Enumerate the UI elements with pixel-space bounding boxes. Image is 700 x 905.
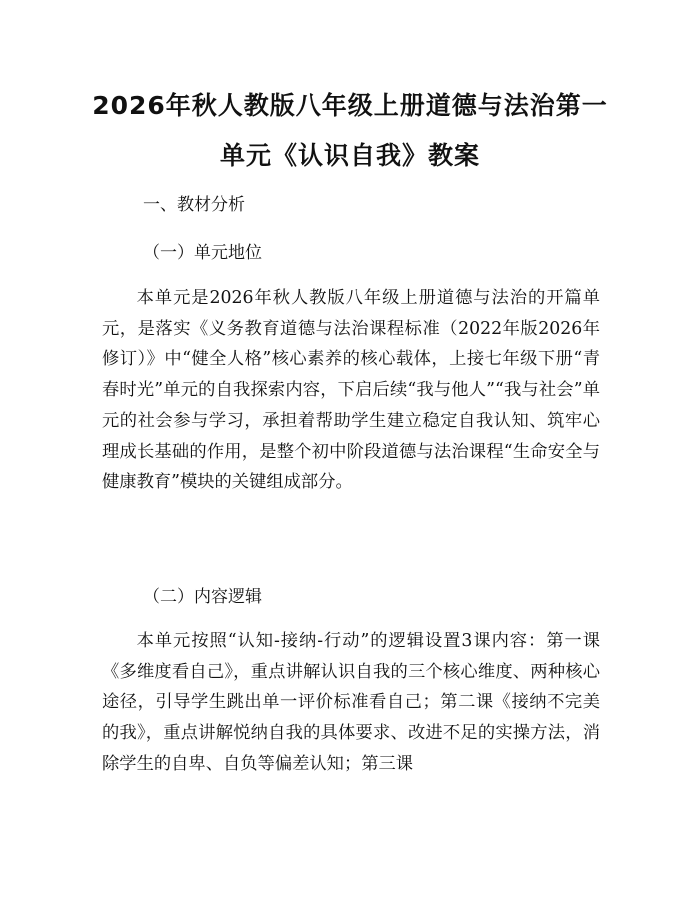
subsection-heading-unit-status: （一）单元地位: [143, 243, 262, 263]
section-heading-textbook-analysis: 一、教材分析: [143, 195, 245, 215]
document-title-line-2: 单元《认识自我》教案: [219, 141, 480, 170]
paragraph-content-logic: 本单元按照“认知-接纳-行动”的逻辑设置3课内容：第一课《多维度看自己》，重点讲解认识自我的三个核心维度、两种核心途径，引导学生跳出单一评价标准看自己；第二课《接纳不完美的我》，重点讲解悦纳自我的具体要求、改进不足的实操方法，消除学生的自卑、自负等偏差认知；第三课: [102, 631, 600, 774]
paragraph-unit-status: 本单元是2026年秋人教版八年级上册道德与法治的开篇单元，是落实《义务教育道德与法治课程标准（2022年版2026年修订）》中“健全人格”核心素养的核心载体，上接七年级下册“青春时光”单元的自我探索内容，下启后续“我与他人”“我与社会”单元的社会参与学习，承担着帮助学生建立稳定自我认知、筑牢心理成长基础的作用，是整个初中阶段道德与法治课程“生命安全与健康教育”模块的关键组成部分。: [102, 288, 600, 493]
document-title-line-1: 2026年秋人教版八年级上册道德与法治第一: [92, 91, 608, 120]
subsection-heading-content-logic: （二）内容逻辑: [143, 587, 262, 607]
